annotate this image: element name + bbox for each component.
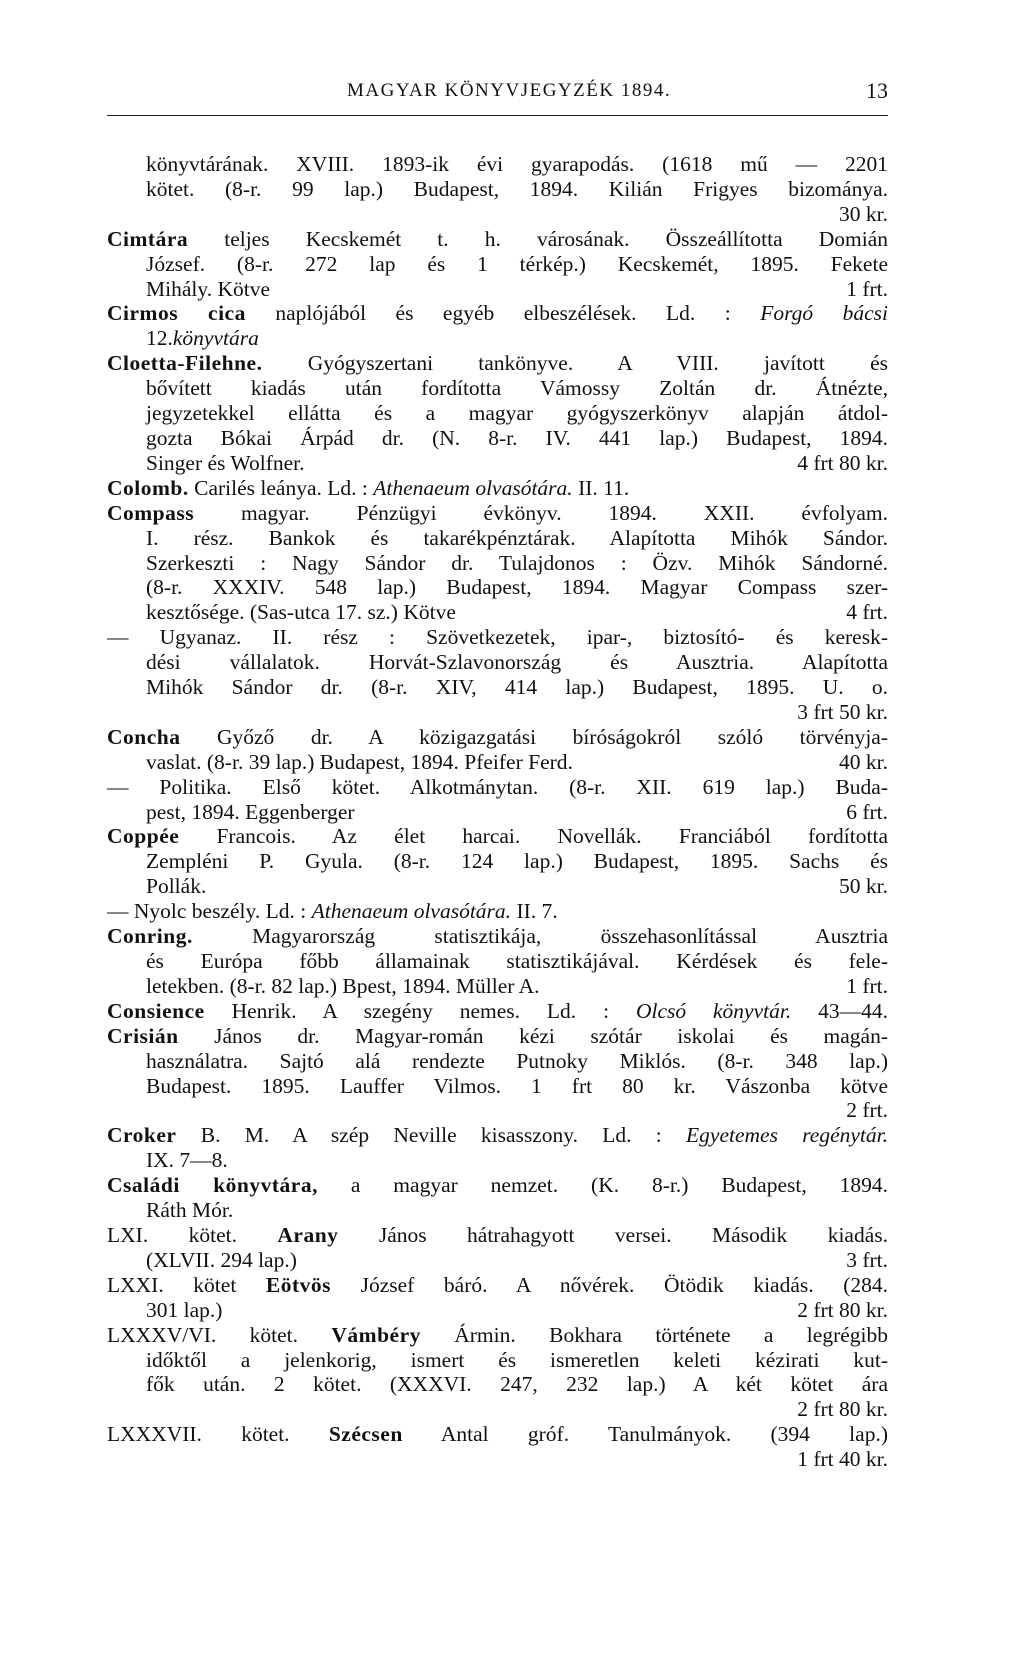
entry-heading: Cirmos cica (107, 301, 246, 326)
text-line (146, 252, 888, 277)
text-line (146, 650, 888, 675)
series-title: könyvtára (172, 326, 259, 351)
text-line (107, 351, 888, 376)
price: 4 frt. (846, 600, 888, 625)
entry-text: — Nyolc beszély. Ld. : (107, 899, 312, 924)
entry-text: János dr. Magyar-román kézi szótár iskolai és magán- (178, 1023, 888, 1048)
price: 4 frt 80 kr. (797, 450, 888, 475)
text-line (107, 1098, 888, 1123)
text-line (107, 1173, 888, 1198)
text-line (107, 1123, 888, 1148)
entry-text: 43—44. (791, 998, 889, 1023)
text-line (146, 750, 888, 775)
entry-text: jegyzetekkel ellátta és a magyar gyógyszerkönyv alapján átdol- (146, 401, 888, 426)
text-line (107, 924, 888, 949)
text-line (107, 1273, 888, 1298)
text-line (146, 575, 888, 600)
entry-text: Gyógyszertani tankönyve. A VIII. javított és (262, 351, 888, 376)
price: 2 frt 80 kr. (797, 1297, 888, 1322)
text-line (146, 177, 888, 202)
entry-text: gozta Bókai Árpád dr. (N. 8-r. IV. 441 lap.) Budapest, 1894. (146, 425, 888, 450)
text-line (107, 1447, 888, 1472)
entry-text: letekben. (8-r. 82 lap.) Bpest, 1894. Müller A. (146, 973, 540, 998)
series-title: Egyetemes regénytár. (686, 1123, 889, 1148)
entry-text: Győző dr. A közigazgatási bíróságokról szóló törvényja- (180, 724, 888, 749)
text-line (146, 1148, 888, 1173)
entry-text: könyvtárának. XVIII. 1893-ik évi gyarapodás. (1618 mű — 2201 (146, 152, 888, 176)
text-line (146, 1348, 888, 1373)
entry-text: Budapest. 1895. Lauffer Vilmos. 1 frt 80 kr. Vászonba kötve (146, 1073, 888, 1098)
entry-text: Henrik. A szegény nemes. Ld. : (204, 998, 636, 1023)
text-line (146, 277, 888, 302)
price: 40 kr. (839, 749, 888, 774)
text-line (107, 202, 888, 227)
entry-text: kesztősége. (Sas-utca 17. sz.) Kötve (146, 600, 456, 625)
text-line (107, 301, 888, 326)
entry-text: Mihály. Kötve (146, 276, 271, 301)
text-line (107, 476, 888, 501)
entry-text: Szerkeszti : Nagy Sándor dr. Tulajdonos : Özv. Mihók Sándorné. (146, 550, 888, 575)
entry-heading: Szécsen (328, 1422, 403, 1447)
entry-text: LXXI. kötet (107, 1272, 266, 1297)
entry-text: Magyarország statisztikája, összehasonlítással Ausztria (192, 924, 888, 949)
entry-text: I. rész. Bankok és takarékpénztárak. Alapította Mihók Sándor. (146, 525, 888, 550)
text-line (107, 227, 888, 252)
price: 6 frt. (846, 799, 888, 824)
entry-text: 301 lap.) (146, 1297, 223, 1322)
entry-text: — Ugyanaz. II. rész : Szövetkezetek, ipar-, biztosító- és keresk- (107, 625, 888, 650)
price: 1 frt. (846, 973, 888, 998)
text-line (146, 1248, 888, 1273)
entry-heading: Consience (107, 998, 205, 1023)
header-rule (107, 115, 888, 116)
text-line (146, 849, 888, 874)
text-line (107, 1024, 888, 1049)
text-line (107, 625, 888, 650)
price: 3 frt. (846, 1247, 888, 1272)
entry-text: János hátrahagyott versei. Második kiadás. (338, 1222, 888, 1247)
entry-text: B. M. A szép Neville kisasszony. Ld. : (176, 1123, 687, 1148)
series-title: Athenaeum olvasótára. (311, 899, 512, 924)
entry-text: fők után. 2 kötet. (XXXVI. 247, 232 lap.) A két kötet ára (146, 1372, 888, 1397)
entry-text: Ármin. Bokhara története a legrégibb (420, 1322, 889, 1347)
text-line (146, 152, 888, 177)
text-line (146, 949, 888, 974)
text-line (146, 401, 888, 426)
entry-heading: Conring. (107, 924, 193, 949)
price: 2 frt 80 kr. (797, 1397, 888, 1422)
text-line (146, 376, 888, 401)
entry-text: és Európa főbb államainak statisztikájával. Kérdések és fele- (146, 949, 888, 973)
text-line (146, 600, 888, 625)
entry-heading: Croker (107, 1123, 177, 1148)
entry-text: (8-r. XXXIV. 548 lap.) Budapest, 1894. Magyar Compass szer- (146, 575, 888, 600)
text-line (146, 1298, 888, 1323)
text-line (107, 999, 888, 1024)
entry-text: II. 11. (572, 475, 630, 500)
text-line (146, 974, 888, 999)
entry-heading: Coppée (107, 824, 180, 849)
entry-text: LXXXVII. kötet. (107, 1422, 329, 1447)
text-line (146, 426, 888, 451)
entry-text: Ráth Mór. (146, 1198, 234, 1223)
entry-text: LXXXV/VI. kötet. (107, 1322, 332, 1347)
price: 1 frt. (846, 276, 888, 301)
entry-heading: Colomb. (107, 475, 189, 500)
entry-text: kötet. (8-r. 99 lap.) Budapest, 1894. Kilián Frigyes bizománya. (146, 176, 888, 201)
running-title: MAGYAR KÖNYVJEGYZÉK 1894. (347, 80, 672, 101)
text-line (146, 451, 888, 476)
text-line (107, 1323, 888, 1348)
text-line (146, 1372, 888, 1397)
text-line (107, 824, 888, 849)
text-line (146, 1198, 888, 1223)
entry-text: József. (8-r. 272 lap és 1 térkép.) Kecskemét, 1895. Fekete (146, 251, 888, 276)
series-title: Athenaeum olvasótára. (373, 475, 573, 500)
entry-text: Pollák. (146, 874, 207, 899)
entry-heading: Cimtára (107, 226, 189, 251)
series-title: Olcsó könyvtár. (635, 998, 792, 1023)
text-line (107, 775, 888, 800)
page-number: 13 (866, 78, 888, 103)
entry-heading: Eötvös (265, 1272, 332, 1297)
catalog-entries (107, 152, 888, 1472)
entry-text: időktől a jelenkorig, ismert és ismeretlen keleti kézirati kut- (146, 1347, 888, 1372)
entry-text: naplójából és egyéb elbeszélések. Ld. : (245, 301, 761, 326)
entry-text: József báró. A nővérek. Ötödik kiadás. (284. (331, 1272, 889, 1297)
entry-text: LXI. kötet. (107, 1222, 278, 1247)
entry-text: (XLVII. 294 lap.) (146, 1247, 297, 1272)
entry-text: Carilés leánya. Ld. : (188, 475, 374, 500)
text-line (107, 1397, 888, 1422)
text-line (107, 1223, 888, 1248)
entry-text: 12. (146, 326, 173, 351)
entry-heading: Arany (277, 1222, 339, 1247)
text-line (107, 1422, 888, 1447)
text-line (107, 700, 888, 725)
price: 3 frt 50 kr. (797, 699, 888, 724)
text-line (146, 551, 888, 576)
text-line (146, 1049, 888, 1074)
entry-heading: Cloetta-Filehne. (107, 351, 263, 376)
price: 2 frt. (846, 1098, 888, 1123)
entry-text: II. 7. (511, 899, 558, 924)
entry-text: dési vállalatok. Horvát-Szlavonország és Ausztria. Alapította (146, 650, 888, 675)
text-line (146, 526, 888, 551)
page-header (107, 76, 888, 116)
entry-text: teljes Kecskemét t. h. városának. Összeállította Domián (188, 226, 888, 251)
entry-text: Singer és Wolfner. (146, 450, 305, 475)
text-line (146, 800, 888, 825)
entry-heading: Concha (107, 724, 181, 749)
text-line (107, 899, 888, 924)
entry-text: — Politika. Első kötet. Alkotmánytan. (8-r. XII. 619 lap.) Buda- (107, 774, 888, 799)
text-line (146, 326, 888, 351)
price: 50 kr. (839, 874, 888, 899)
entry-heading: Compass (107, 500, 195, 525)
price: 1 frt 40 kr. (797, 1447, 888, 1472)
entry-text: Mihók Sándor dr. (8-r. XIV, 414 lap.) Budapest, 1895. U. o. (146, 675, 888, 700)
entry-heading: Családi könyvtára, (107, 1173, 318, 1198)
text-line (107, 725, 888, 750)
entry-text: a magyar nemzet. (K. 8-r.) Budapest, 1894. (317, 1173, 888, 1198)
entry-text: bővített kiadás után fordította Vámossy Zoltán dr. Átnézte, (146, 376, 888, 401)
entry-text: pest, 1894. Eggenberger (146, 799, 355, 824)
text-line (146, 675, 888, 700)
entry-text: Antal gróf. Tanulmányok. (394 lap.) (402, 1422, 888, 1447)
entry-text: használatra. Sajtó alá rendezte Putnoky Miklós. (8-r. 348 lap.) (146, 1048, 888, 1073)
entry-text: magyar. Pénzügyi évkönyv. 1894. XXII. évfolyam. (194, 500, 888, 525)
entry-heading: Crisián (107, 1023, 179, 1048)
entry-text: Francois. Az élet harcai. Novellák. Franciából fordította (179, 824, 888, 849)
entry-text: Zempléni P. Gyula. (8-r. 124 lap.) Budapest, 1895. Sachs és (146, 849, 888, 874)
series-title: Forgó bácsi (760, 301, 888, 326)
text-line (146, 1074, 888, 1099)
price: 30 kr. (839, 201, 888, 226)
entry-heading: Vámbéry (331, 1322, 421, 1347)
entry-text: vaslat. (8-r. 39 lap.) Budapest, 1894. Pfeifer Ferd. (146, 749, 573, 774)
text-line (107, 501, 888, 526)
text-line (146, 874, 888, 899)
entry-text: IX. 7—8. (146, 1148, 228, 1173)
